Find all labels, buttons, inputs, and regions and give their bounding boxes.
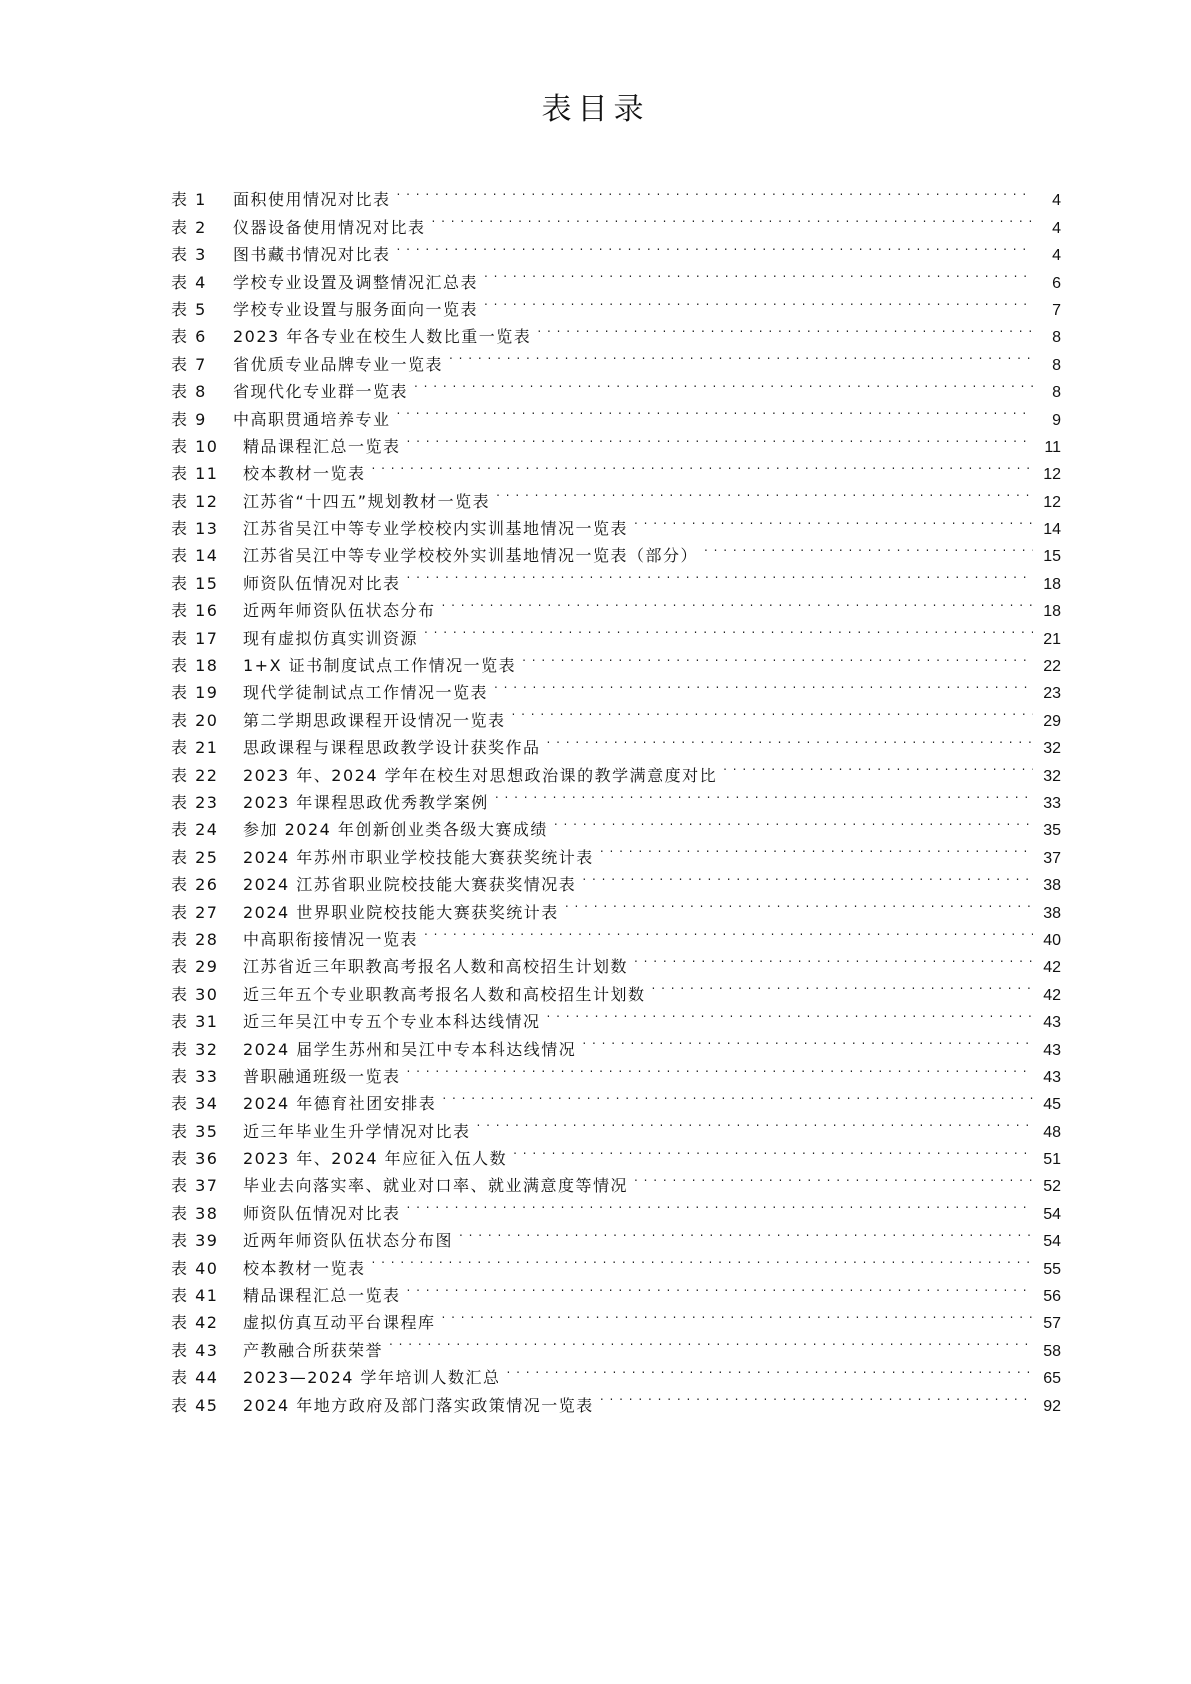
toc-entry-page-number: 55	[1043, 1260, 1061, 1278]
toc-dot-leader	[704, 534, 1033, 561]
toc-dot-leader	[397, 178, 1033, 205]
toc-entry-page-number: 12	[1043, 493, 1061, 511]
toc-entry-page-number: 40	[1043, 931, 1061, 949]
toc-entry-page-number: 8	[1052, 329, 1061, 347]
toc-dot-leader	[494, 671, 1033, 698]
toc-dot-leader	[600, 1383, 1033, 1410]
toc-dot-leader	[432, 205, 1033, 232]
toc-entry-title: 2024 年德育社团安排表	[243, 1094, 437, 1114]
toc-dot-leader	[442, 1082, 1033, 1109]
toc-entry-title: 产教融合所获荣誉	[243, 1340, 384, 1360]
toc-entry-title: 第二学期思政课程开设情况一览表	[243, 710, 506, 730]
toc-entry-label: 表 3	[171, 245, 207, 265]
toc-entry-label: 表 37	[171, 1176, 219, 1196]
toc-entry-label: 表 30	[171, 984, 219, 1004]
toc-entry-page-number: 33	[1043, 794, 1061, 812]
toc-dot-leader	[634, 507, 1033, 534]
toc-entry-page-number: 65	[1043, 1370, 1061, 1388]
toc-dot-leader	[496, 479, 1033, 506]
toc-entry-title: 精品课程汇总一览表	[243, 436, 401, 456]
toc-entry-title: 虚拟仿真互动平台课程库	[243, 1313, 436, 1333]
toc-dot-leader	[513, 1137, 1033, 1164]
toc-entry-label: 表 38	[171, 1203, 219, 1223]
toc-entry-title: 2024 世界职业院校技能大赛获奖统计表	[243, 902, 559, 922]
toc-entry-label: 表 9	[171, 409, 207, 429]
toc-entry-label: 表 19	[171, 683, 219, 703]
toc-entry-page-number: 43	[1043, 1068, 1061, 1086]
toc-entry-title: 精品课程汇总一览表	[243, 1286, 401, 1306]
toc-entry-label: 表 15	[171, 573, 219, 593]
toc-entry-title: 近三年五个专业职教高考报名人数和高校招生计划数	[243, 984, 646, 1004]
toc-entry-page-number: 12	[1043, 466, 1061, 484]
toc-entry-title: 2023 年各专业在校生人数比重一览表	[233, 327, 532, 347]
toc-entry-page-number: 48	[1043, 1123, 1061, 1141]
toc-entry-page-number: 4	[1052, 192, 1061, 210]
toc-entry-page-number: 38	[1043, 877, 1061, 895]
toc-entry-page-number: 22	[1043, 658, 1061, 676]
toc-entry-page-number: 51	[1043, 1151, 1061, 1169]
toc-entry-page-number: 18	[1043, 603, 1061, 621]
toc-entry-title: 2023 年、2024 学年在校生对思想政治课的教学满意度对比	[243, 765, 718, 785]
toc-dot-leader	[372, 452, 1033, 479]
toc-dot-leader	[600, 835, 1033, 862]
toc-entry-label: 表 43	[171, 1340, 219, 1360]
toc-dot-leader	[397, 397, 1033, 424]
toc-entry-title: 师资队伍情况对比表	[243, 573, 401, 593]
toc-entry-label: 表 45	[171, 1395, 219, 1415]
toc-dot-leader	[407, 1274, 1033, 1301]
toc-dot-leader	[407, 1055, 1033, 1082]
toc-entry-label: 表 24	[171, 820, 219, 840]
toc-entry-title: 毕业去向落实率、就业对口率、就业满意度等情况	[243, 1176, 629, 1196]
toc-entry-label: 表 5	[171, 299, 207, 319]
toc-entry-page-number: 42	[1043, 986, 1061, 1004]
toc-dot-leader	[397, 233, 1033, 260]
toc-entry-label: 表 39	[171, 1231, 219, 1251]
toc-dot-leader	[407, 1191, 1033, 1218]
toc-entry-page-number: 14	[1043, 521, 1061, 539]
toc-entry-label: 表 41	[171, 1286, 219, 1306]
toc-entry-title: 思政课程与课程思政教学设计获奖作品	[243, 738, 541, 758]
toc-entry-title: 近三年毕业生升学情况对比表	[243, 1121, 471, 1141]
toc-entry-page-number: 6	[1052, 274, 1061, 292]
toc-entry-label: 表 14	[171, 546, 219, 566]
toc-entry-label: 表 32	[171, 1039, 219, 1059]
toc-entry-label: 表 10	[171, 436, 219, 456]
toc-entry-title: 2023 年、2024 年应征入伍人数	[243, 1149, 508, 1169]
toc-entry-title: 江苏省“十四五”规划教材一览表	[243, 491, 491, 511]
toc-entry-label: 表 40	[171, 1258, 219, 1278]
toc-dot-leader	[634, 1164, 1033, 1191]
toc-entry-page-number: 54	[1043, 1233, 1061, 1251]
toc-entry-page-number: 23	[1043, 685, 1061, 703]
toc-entry-title: 现代学徒制试点工作情况一览表	[243, 683, 489, 703]
toc-dot-leader	[582, 863, 1033, 890]
toc-entry-label: 表 11	[171, 464, 219, 484]
toc-entry-title: 图书藏书情况对比表	[233, 245, 391, 265]
toc-dot-leader	[424, 918, 1033, 945]
toc-entry-title: 中高职衔接情况一览表	[243, 929, 419, 949]
toc-entry-title: 中高职贯通培养专业	[233, 409, 391, 429]
toc-entry-label: 表 6	[171, 327, 207, 347]
toc-entry-title: 2024 江苏省职业院校技能大赛获奖情况表	[243, 875, 577, 895]
toc-dot-leader	[389, 1328, 1033, 1355]
toc-entry-page-number: 52	[1043, 1178, 1061, 1196]
toc-entry-page-number: 11	[1044, 438, 1061, 456]
toc-entry-title: 校本教材一览表	[243, 464, 366, 484]
toc-entry-title: 学校专业设置及调整情况汇总表	[233, 272, 479, 292]
toc-entry-page-number: 57	[1043, 1315, 1061, 1333]
toc-entry-title: 面积使用情况对比表	[233, 190, 391, 210]
toc-entry-title: 师资队伍情况对比表	[243, 1203, 401, 1223]
toc-dot-leader	[652, 972, 1033, 999]
toc-entry-title: 1+X 证书制度试点工作情况一览表	[243, 656, 517, 676]
toc-entry-title: 江苏省吴江中等专业学校校内实训基地情况一览表	[243, 519, 629, 539]
toc-entry-page-number: 18	[1043, 575, 1061, 593]
toc-entry-page-number: 7	[1052, 301, 1061, 319]
toc-dot-leader	[372, 1246, 1033, 1273]
toc-entry-title: 普职融通班级一览表	[243, 1066, 401, 1086]
toc-entry-page-number: 32	[1043, 767, 1061, 785]
toc-entry-page-number: 54	[1043, 1205, 1061, 1223]
toc-entry-title: 2024 年苏州市职业学校技能大赛获奖统计表	[243, 847, 594, 867]
toc-entry-page-number: 43	[1043, 1041, 1061, 1059]
toc-dot-leader	[495, 781, 1033, 808]
toc-dot-leader	[723, 753, 1033, 780]
toc-dot-leader	[537, 315, 1033, 342]
toc-entry-label: 表 28	[171, 929, 219, 949]
toc-entry-page-number: 8	[1052, 356, 1061, 374]
toc-entry-label: 表 17	[171, 628, 219, 648]
toc-entry-label: 表 4	[171, 272, 207, 292]
toc-entry-title: 2024 年地方政府及部门落实政策情况一览表	[243, 1395, 594, 1415]
toc-entry-label: 表 2	[171, 217, 207, 237]
toc-entry-title: 现有虚拟仿真实训资源	[243, 628, 419, 648]
toc-dot-leader	[565, 890, 1033, 917]
toc-entry-page-number: 58	[1043, 1342, 1061, 1360]
toc-entry-label: 表 33	[171, 1066, 219, 1086]
toc-entry-page-number: 56	[1043, 1288, 1061, 1306]
toc-entry-label: 表 29	[171, 957, 219, 977]
toc-entry-title: 近两年师资队伍状态分布	[243, 601, 436, 621]
toc-entry-page-number: 8	[1052, 384, 1061, 402]
toc-entry-title: 江苏省近三年职教高考报名人数和高校招生计划数	[243, 957, 629, 977]
table-of-contents	[171, 178, 1061, 1415]
toc-entry-title: 省现代化专业群一览表	[233, 382, 409, 402]
toc-entry-label: 表 23	[171, 792, 219, 812]
toc-dot-leader	[547, 726, 1033, 753]
toc-dot-leader	[449, 342, 1033, 369]
toc-dot-leader	[547, 1000, 1033, 1027]
toc-entry-title: 2023 年课程思政优秀教学案例	[243, 792, 489, 812]
toc-entry-page-number: 43	[1043, 1014, 1061, 1032]
toc-entry-label: 表 1	[171, 190, 207, 210]
toc-entry-label: 表 44	[171, 1368, 219, 1388]
toc-dot-leader	[407, 425, 1033, 452]
toc-dot-leader	[414, 370, 1033, 397]
toc-dot-leader	[582, 1027, 1033, 1054]
toc-entry-label: 表 8	[171, 382, 207, 402]
toc-dot-leader	[512, 698, 1033, 725]
toc-entry-label: 表 16	[171, 601, 219, 621]
toc-dot-leader	[634, 945, 1033, 972]
toc-entry-title: 学校专业设置与服务面向一览表	[233, 299, 479, 319]
toc-entry-page-number: 35	[1043, 822, 1061, 840]
toc-entry-page-number: 32	[1043, 740, 1061, 758]
toc-dot-leader	[459, 1219, 1033, 1246]
toc-entry-label: 表 35	[171, 1121, 219, 1141]
toc-entry-title: 2023—2024 学年培训人数汇总	[243, 1368, 501, 1388]
toc-entry-title: 仪器设备使用情况对比表	[233, 217, 426, 237]
toc-entry-label: 表 31	[171, 1012, 219, 1032]
toc-entry-page-number: 4	[1052, 247, 1061, 265]
toc-entry-page-number: 29	[1043, 712, 1061, 730]
toc-entry-page-number: 21	[1043, 630, 1061, 648]
toc-entry-page-number: 42	[1043, 959, 1061, 977]
toc-dot-leader	[442, 589, 1033, 616]
toc-entry-title: 江苏省吴江中等专业学校校外实训基地情况一览表（部分）	[243, 546, 699, 566]
toc-entry-label: 表 7	[171, 354, 207, 374]
toc-dot-leader	[484, 288, 1033, 315]
toc-entry-title: 参加 2024 年创新创业类各级大赛成绩	[243, 820, 548, 840]
toc-entry-label: 表 18	[171, 656, 219, 676]
toc-entry-page-number: 9	[1052, 411, 1061, 429]
toc-dot-leader	[477, 1109, 1033, 1136]
toc-entry-page-number: 37	[1043, 849, 1061, 867]
toc-dot-leader	[424, 616, 1033, 643]
toc-entry-label: 表 26	[171, 875, 219, 895]
toc-dot-leader	[507, 1356, 1033, 1383]
toc-entry-title: 校本教材一览表	[243, 1258, 366, 1278]
toc-entry-page-number: 45	[1043, 1096, 1061, 1114]
toc-entry-title: 近三年吴江中专五个专业本科达线情况	[243, 1012, 541, 1032]
toc-entry-title: 2024 届学生苏州和吴江中专本科达线情况	[243, 1039, 577, 1059]
toc-entry-title: 近两年师资队伍状态分布图	[243, 1231, 454, 1251]
toc-dot-leader	[522, 644, 1033, 671]
toc-entry-page-number: 15	[1043, 548, 1061, 566]
toc-entry-page-number: 4	[1052, 219, 1061, 237]
toc-entry-label: 表 25	[171, 847, 219, 867]
toc-entry-label: 表 27	[171, 902, 219, 922]
toc-entry-label: 表 13	[171, 519, 219, 539]
toc-entry-label: 表 12	[171, 491, 219, 511]
toc-dot-leader	[442, 1301, 1033, 1328]
toc-entry-label: 表 36	[171, 1149, 219, 1169]
toc-entry-page-number: 92	[1043, 1397, 1061, 1415]
toc-dot-leader	[484, 260, 1033, 287]
toc-entry-label: 表 20	[171, 710, 219, 730]
toc-entry-label: 表 22	[171, 765, 219, 785]
toc-dot-leader	[554, 808, 1033, 835]
toc-entry-label: 表 21	[171, 738, 219, 758]
toc-entry-label: 表 42	[171, 1313, 219, 1333]
toc-entry-label: 表 34	[171, 1094, 219, 1114]
toc-dot-leader	[407, 561, 1033, 588]
toc-entry[interactable]	[171, 178, 1061, 210]
page-title: 表目录	[541, 92, 650, 127]
toc-entry-title: 省优质专业品牌专业一览表	[233, 354, 444, 374]
toc-entry-page-number: 38	[1043, 904, 1061, 922]
